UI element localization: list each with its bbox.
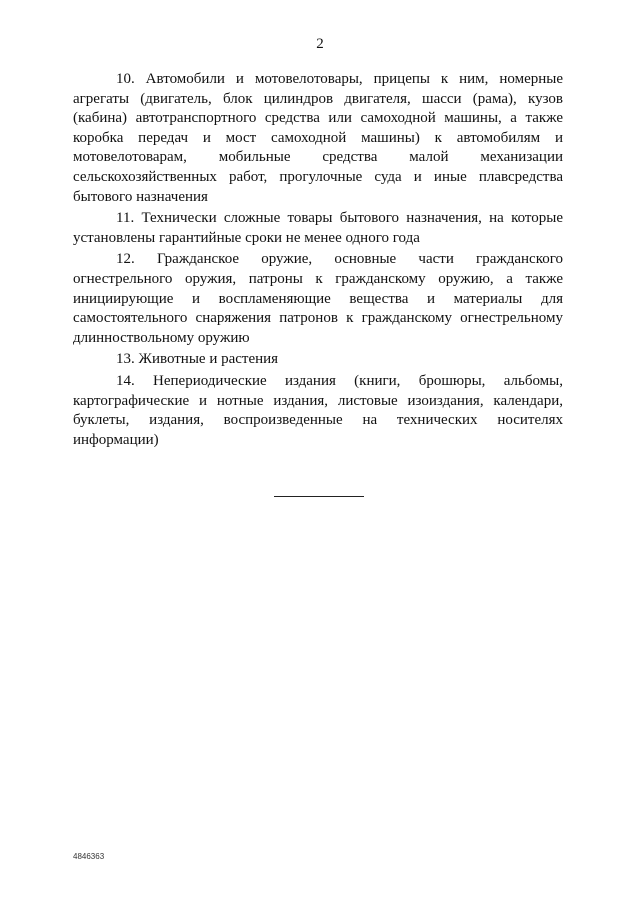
text-line: длинноствольному оружию: [73, 329, 250, 346]
text-line: коробка передач и мост самоходной машины) к автомобилям и: [73, 129, 563, 146]
paragraph-item-13: [73, 350, 563, 370]
text-line: самостоятельного снаряжения патронов к гражданскому огнестрельному: [73, 310, 563, 327]
end-divider-line: [274, 496, 364, 497]
paragraph-item-12: [73, 250, 563, 348]
text-line: сельскохозяйственных работ, прогулочные суда и иные плавсредства: [73, 168, 563, 185]
text-line: 11. Технически сложные товары бытового назначения, на которые: [116, 210, 563, 227]
paragraph-item-11: [73, 209, 563, 248]
text-line: мотовелотоварам, мобильные средства малой механизации: [73, 149, 563, 166]
page-number: 2: [316, 36, 324, 52]
paragraph-item-10: [73, 70, 563, 207]
text-line: картографические и нотные издания, листовые изоиздания, календари,: [73, 392, 563, 409]
text-line: (кабина) автотранспортного средства или самоходной машины, а также: [73, 110, 563, 127]
document-id: 4846363: [73, 852, 105, 861]
text-line: 14. Непериодические издания (книги, брошюры, альбомы,: [116, 372, 563, 389]
text-line: буклеты, издания, воспроизведенные на технических носителях: [73, 412, 563, 429]
text-line: бытового назначения: [73, 188, 208, 205]
text-line: 13. Животные и растения: [116, 351, 279, 368]
text-line: агрегаты (двигатель, блок цилиндров двигателя, шасси (рама), кузов: [73, 90, 563, 107]
text-line: 10. Автомобили и мотовелотовары, прицепы к ним, номерные: [116, 71, 563, 87]
text-line: огнестрельного оружия, патроны к гражданскому оружию, а также: [73, 270, 563, 287]
text-line: информации): [73, 431, 159, 448]
text-line: установлены гарантийные сроки не менее одного года: [73, 229, 420, 246]
paragraph-item-14: [73, 372, 563, 450]
text-line: инициирующие и воспламеняющие вещества и материалы для: [73, 290, 563, 307]
text-line: 12. Гражданское оружие, основные части гражданского: [116, 251, 563, 268]
document-body: [73, 70, 563, 452]
